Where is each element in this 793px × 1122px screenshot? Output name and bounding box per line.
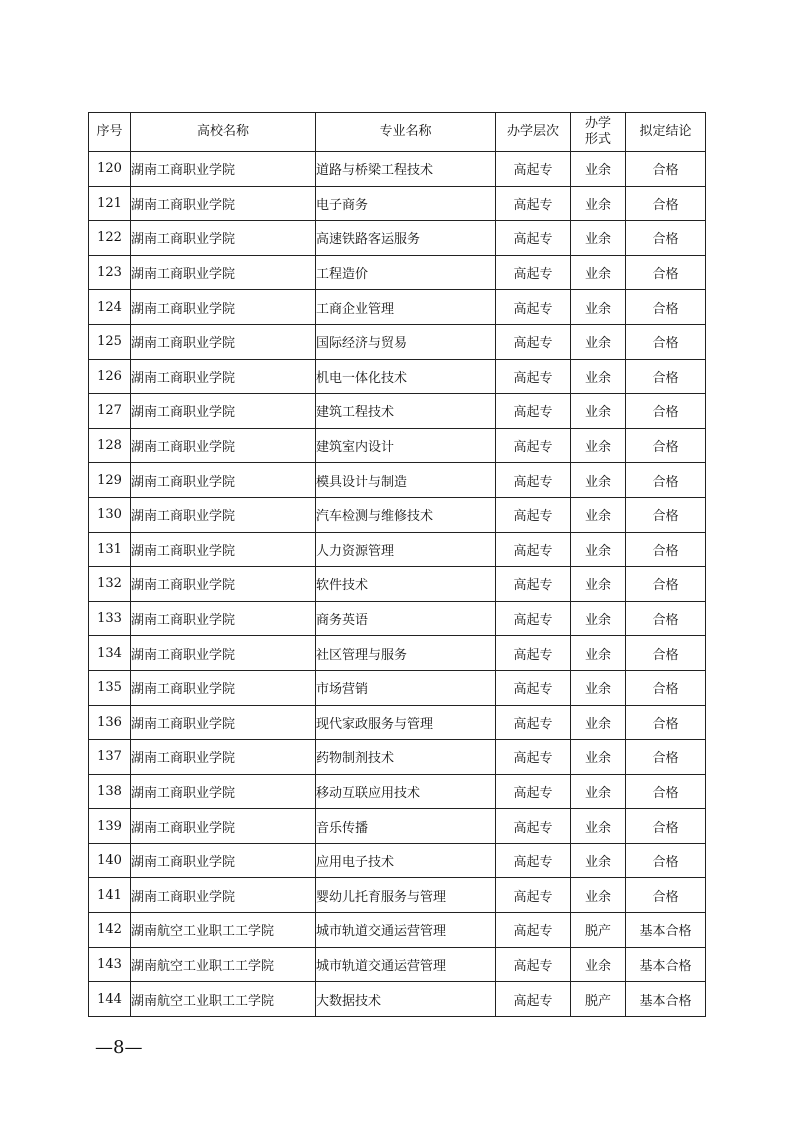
- table-row: [89, 532, 706, 567]
- level-cell: 高起专: [496, 290, 571, 325]
- major-name-cell: 药物制剂技术: [316, 740, 496, 775]
- school-name-cell: 湖南航空工业职工工学院: [131, 947, 316, 982]
- header-level: 办学层次: [496, 113, 571, 152]
- level-cell: 高起专: [496, 255, 571, 290]
- serial-cell: 142: [89, 913, 131, 948]
- serial-cell: 137: [89, 740, 131, 775]
- result-cell: 合格: [626, 186, 706, 221]
- result-cell: 合格: [626, 670, 706, 705]
- table-row: [89, 809, 706, 844]
- level-cell: 高起专: [496, 428, 571, 463]
- school-name-cell: 湖南工商职业学院: [131, 255, 316, 290]
- header-major: 专业名称: [316, 113, 496, 152]
- major-name-cell: 国际经济与贸易: [316, 324, 496, 359]
- result-cell: 合格: [626, 394, 706, 429]
- level-cell: 高起专: [496, 152, 571, 187]
- result-cell: 合格: [626, 878, 706, 913]
- major-name-cell: 软件技术: [316, 567, 496, 602]
- level-cell: 高起专: [496, 221, 571, 256]
- form-cell: 业余: [571, 947, 626, 982]
- school-name-cell: 湖南工商职业学院: [131, 463, 316, 498]
- major-name-cell: 城市轨道交通运营管理: [316, 947, 496, 982]
- major-name-cell: 机电一体化技术: [316, 359, 496, 394]
- serial-cell: 136: [89, 705, 131, 740]
- result-cell: 合格: [626, 532, 706, 567]
- school-name-cell: 湖南工商职业学院: [131, 324, 316, 359]
- result-cell: 合格: [626, 774, 706, 809]
- serial-cell: 141: [89, 878, 131, 913]
- serial-cell: 122: [89, 221, 131, 256]
- result-cell: 合格: [626, 428, 706, 463]
- header-school: 高校名称: [131, 113, 316, 152]
- major-name-cell: 工商企业管理: [316, 290, 496, 325]
- form-cell: 业余: [571, 843, 626, 878]
- level-cell: 高起专: [496, 913, 571, 948]
- form-cell: 脱产: [571, 913, 626, 948]
- major-name-cell: 大数据技术: [316, 982, 496, 1017]
- school-name-cell: 湖南航空工业职工工学院: [131, 982, 316, 1017]
- level-cell: 高起专: [496, 324, 571, 359]
- table-row: [89, 186, 706, 221]
- major-name-cell: 应用电子技术: [316, 843, 496, 878]
- table-header-row: [89, 113, 706, 152]
- serial-cell: 135: [89, 670, 131, 705]
- table-row: [89, 567, 706, 602]
- form-cell: 业余: [571, 152, 626, 187]
- table-body: [89, 152, 706, 1017]
- result-cell: 合格: [626, 601, 706, 636]
- serial-cell: 124: [89, 290, 131, 325]
- serial-cell: 121: [89, 186, 131, 221]
- table-row: [89, 324, 706, 359]
- header-result: 拟定结论: [626, 113, 706, 152]
- result-cell: 合格: [626, 705, 706, 740]
- school-name-cell: 湖南工商职业学院: [131, 428, 316, 463]
- table-row: [89, 843, 706, 878]
- form-cell: 业余: [571, 567, 626, 602]
- form-cell: 业余: [571, 774, 626, 809]
- table-row: [89, 601, 706, 636]
- school-name-cell: 湖南工商职业学院: [131, 290, 316, 325]
- major-name-cell: 婴幼儿托育服务与管理: [316, 878, 496, 913]
- form-cell: 业余: [571, 601, 626, 636]
- level-cell: 高起专: [496, 567, 571, 602]
- table-row: [89, 913, 706, 948]
- serial-cell: 133: [89, 601, 131, 636]
- serial-cell: 129: [89, 463, 131, 498]
- result-cell: 合格: [626, 809, 706, 844]
- results-table: [88, 112, 706, 1017]
- major-name-cell: 人力资源管理: [316, 532, 496, 567]
- major-name-cell: 城市轨道交通运营管理: [316, 913, 496, 948]
- header-form: 办学形式: [571, 113, 626, 152]
- school-name-cell: 湖南航空工业职工工学院: [131, 913, 316, 948]
- level-cell: 高起专: [496, 359, 571, 394]
- result-cell: 合格: [626, 567, 706, 602]
- table-row: [89, 359, 706, 394]
- school-name-cell: 湖南工商职业学院: [131, 878, 316, 913]
- serial-cell: 139: [89, 809, 131, 844]
- major-name-cell: 工程造价: [316, 255, 496, 290]
- level-cell: 高起专: [496, 497, 571, 532]
- table-row: [89, 636, 706, 671]
- serial-cell: 120: [89, 152, 131, 187]
- level-cell: 高起专: [496, 670, 571, 705]
- level-cell: 高起专: [496, 774, 571, 809]
- table-row: [89, 982, 706, 1017]
- table-row: [89, 255, 706, 290]
- header-serial: 序号: [89, 113, 131, 152]
- serial-cell: 128: [89, 428, 131, 463]
- major-name-cell: 电子商务: [316, 186, 496, 221]
- result-cell: 合格: [626, 740, 706, 775]
- result-cell: 合格: [626, 359, 706, 394]
- form-cell: 业余: [571, 394, 626, 429]
- table-row: [89, 428, 706, 463]
- result-cell: 合格: [626, 255, 706, 290]
- form-cell: 业余: [571, 809, 626, 844]
- major-name-cell: 建筑室内设计: [316, 428, 496, 463]
- level-cell: 高起专: [496, 809, 571, 844]
- major-name-cell: 汽车检测与维修技术: [316, 497, 496, 532]
- level-cell: 高起专: [496, 947, 571, 982]
- major-name-cell: 移动互联应用技术: [316, 774, 496, 809]
- form-cell: 业余: [571, 255, 626, 290]
- form-cell: 业余: [571, 705, 626, 740]
- form-cell: 脱产: [571, 982, 626, 1017]
- major-name-cell: 音乐传播: [316, 809, 496, 844]
- result-cell: 基本合格: [626, 982, 706, 1017]
- form-cell: 业余: [571, 221, 626, 256]
- table-row: [89, 497, 706, 532]
- form-cell: 业余: [571, 186, 626, 221]
- school-name-cell: 湖南工商职业学院: [131, 152, 316, 187]
- school-name-cell: 湖南工商职业学院: [131, 705, 316, 740]
- serial-cell: 130: [89, 497, 131, 532]
- school-name-cell: 湖南工商职业学院: [131, 809, 316, 844]
- major-name-cell: 模具设计与制造: [316, 463, 496, 498]
- form-cell: 业余: [571, 636, 626, 671]
- table-row: [89, 152, 706, 187]
- form-cell: 业余: [571, 878, 626, 913]
- form-cell: 业余: [571, 532, 626, 567]
- serial-cell: 132: [89, 567, 131, 602]
- serial-cell: 144: [89, 982, 131, 1017]
- result-cell: 合格: [626, 324, 706, 359]
- school-name-cell: 湖南工商职业学院: [131, 497, 316, 532]
- table-row: [89, 774, 706, 809]
- result-cell: 合格: [626, 152, 706, 187]
- school-name-cell: 湖南工商职业学院: [131, 567, 316, 602]
- result-cell: 基本合格: [626, 913, 706, 948]
- school-name-cell: 湖南工商职业学院: [131, 601, 316, 636]
- result-cell: 合格: [626, 636, 706, 671]
- level-cell: 高起专: [496, 463, 571, 498]
- table-row: [89, 705, 706, 740]
- result-cell: 合格: [626, 497, 706, 532]
- level-cell: 高起专: [496, 394, 571, 429]
- level-cell: 高起专: [496, 186, 571, 221]
- table-row: [89, 394, 706, 429]
- school-name-cell: 湖南工商职业学院: [131, 740, 316, 775]
- table-row: [89, 221, 706, 256]
- form-cell: 业余: [571, 670, 626, 705]
- form-cell: 业余: [571, 324, 626, 359]
- level-cell: 高起专: [496, 601, 571, 636]
- result-cell: 基本合格: [626, 947, 706, 982]
- table-row: [89, 947, 706, 982]
- serial-cell: 131: [89, 532, 131, 567]
- school-name-cell: 湖南工商职业学院: [131, 636, 316, 671]
- level-cell: 高起专: [496, 982, 571, 1017]
- table-row: [89, 463, 706, 498]
- school-name-cell: 湖南工商职业学院: [131, 774, 316, 809]
- level-cell: 高起专: [496, 878, 571, 913]
- table-row: [89, 878, 706, 913]
- serial-cell: 134: [89, 636, 131, 671]
- table-row: [89, 740, 706, 775]
- page-number: —8—: [95, 1037, 143, 1058]
- school-name-cell: 湖南工商职业学院: [131, 670, 316, 705]
- level-cell: 高起专: [496, 532, 571, 567]
- level-cell: 高起专: [496, 740, 571, 775]
- major-name-cell: 现代家政服务与管理: [316, 705, 496, 740]
- level-cell: 高起专: [496, 636, 571, 671]
- school-name-cell: 湖南工商职业学院: [131, 394, 316, 429]
- serial-cell: 125: [89, 324, 131, 359]
- form-cell: 业余: [571, 497, 626, 532]
- serial-cell: 127: [89, 394, 131, 429]
- school-name-cell: 湖南工商职业学院: [131, 186, 316, 221]
- result-cell: 合格: [626, 290, 706, 325]
- serial-cell: 123: [89, 255, 131, 290]
- level-cell: 高起专: [496, 843, 571, 878]
- major-name-cell: 道路与桥梁工程技术: [316, 152, 496, 187]
- serial-cell: 143: [89, 947, 131, 982]
- table-row: [89, 670, 706, 705]
- result-cell: 合格: [626, 843, 706, 878]
- school-name-cell: 湖南工商职业学院: [131, 843, 316, 878]
- form-cell: 业余: [571, 740, 626, 775]
- table-row: [89, 290, 706, 325]
- major-name-cell: 市场营销: [316, 670, 496, 705]
- school-name-cell: 湖南工商职业学院: [131, 221, 316, 256]
- form-cell: 业余: [571, 359, 626, 394]
- school-name-cell: 湖南工商职业学院: [131, 532, 316, 567]
- serial-cell: 140: [89, 843, 131, 878]
- major-name-cell: 建筑工程技术: [316, 394, 496, 429]
- form-cell: 业余: [571, 428, 626, 463]
- major-name-cell: 高速铁路客运服务: [316, 221, 496, 256]
- school-name-cell: 湖南工商职业学院: [131, 359, 316, 394]
- result-cell: 合格: [626, 463, 706, 498]
- major-name-cell: 商务英语: [316, 601, 496, 636]
- serial-cell: 138: [89, 774, 131, 809]
- form-cell: 业余: [571, 290, 626, 325]
- serial-cell: 126: [89, 359, 131, 394]
- major-name-cell: 社区管理与服务: [316, 636, 496, 671]
- level-cell: 高起专: [496, 705, 571, 740]
- form-cell: 业余: [571, 463, 626, 498]
- result-cell: 合格: [626, 221, 706, 256]
